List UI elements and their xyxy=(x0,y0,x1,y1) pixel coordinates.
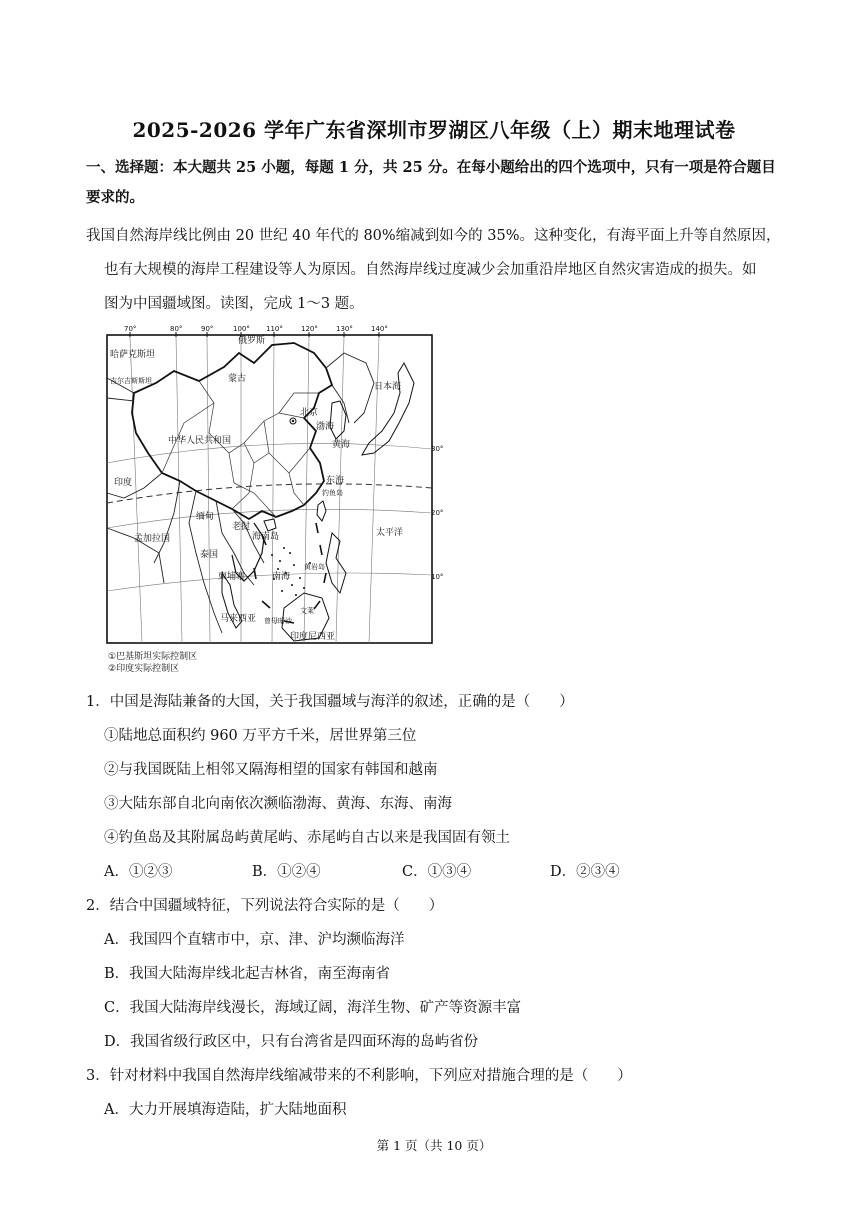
section-heading-line2: 要求的。 xyxy=(86,189,144,206)
label-bohai: 渤海 xyxy=(316,422,335,432)
label-thailand: 泰国 xyxy=(200,550,219,560)
page-footer: 第 1 页（共 10 页） xyxy=(376,1138,492,1153)
lon-label-80: 80° xyxy=(170,325,183,333)
label-south-sea: 南海 xyxy=(272,572,291,582)
q2-option-b: B．我国大陆海岸线北起吉林省，南至海南省 xyxy=(104,966,391,982)
label-east-sea: 东海 xyxy=(326,476,345,486)
q1-options xyxy=(104,860,664,882)
lon-label-140: 140° xyxy=(371,325,388,333)
label-zengmu: 曾母暗沙 xyxy=(264,617,292,625)
label-kazakhstan: 哈萨克斯坦 xyxy=(110,350,156,360)
lon-label-120: 120° xyxy=(301,325,318,333)
lat-label-30: 30° xyxy=(431,445,444,453)
label-bangladesh: 孟加拉国 xyxy=(134,534,171,544)
q1-statement-4: ④钓鱼岛及其附属岛屿黄尾屿、赤尾屿自古以来是我国固有领土 xyxy=(104,830,510,846)
label-laos: 老挝 xyxy=(232,522,251,532)
q1-stem: 1．中国是海陆兼备的大国，关于我国疆域与海洋的叙述，正确的是（ ） xyxy=(86,694,574,710)
china-territory-map xyxy=(104,323,444,675)
lon-label-90: 90° xyxy=(201,325,214,333)
q2-option-d: D．我国省级行政区中，只有台湾省是四面环海的岛屿省份 xyxy=(104,1034,479,1050)
material-line3: 图为中国疆域图。读图，完成 1～3 题。 xyxy=(104,296,364,312)
map-legend-2: ②印度实际控制区 xyxy=(108,664,180,674)
map-legend-1: ①巴基斯坦实际控制区 xyxy=(108,652,198,662)
label-sea-of-japan: 日本海 xyxy=(374,382,402,392)
lon-label-100: 100° xyxy=(233,325,250,333)
label-mongolia: 蒙古 xyxy=(228,374,247,384)
q1-option-d: D．②③④ xyxy=(550,864,620,880)
exam-title: 2025-2026 学年广东省深圳市罗湖区八年级（上）期末地理试卷 xyxy=(132,118,736,142)
label-yellow-sea: 黄海 xyxy=(332,440,351,450)
lon-label-70: 70° xyxy=(124,325,137,333)
q1-option-a: A．①②③ xyxy=(104,864,173,880)
label-huangyan: 黄岩岛 xyxy=(304,563,325,571)
q2-option-c: C．我国大陆海岸线漫长，海域辽阔，海洋生物、矿产等资源丰富 xyxy=(104,1000,522,1016)
material-line2: 也有大规模的海岸工程建设等人为原因。自然海岸线过度减少会加重沿岸地区自然灾害造成的损失。如 xyxy=(104,262,757,278)
q1-option-c: C．①③④ xyxy=(402,864,472,880)
q3-option-a: A．大力开展填海造陆，扩大陆地面积 xyxy=(104,1102,347,1118)
lat-label-10: 10° xyxy=(431,573,444,581)
material-line1: 我国自然海岸线比例由 20 世纪 40 年代的 80%缩减到如今的 35%。这种变化，有海平面上升等自然原因， xyxy=(86,228,781,244)
label-indonesia: 印度尼西亚 xyxy=(290,632,336,642)
q1-statement-1: ①陆地总面积约 960 万平方千米，居世界第三位 xyxy=(104,728,417,744)
map-svg xyxy=(104,323,444,675)
label-malaysia: 马来西亚 xyxy=(220,614,257,624)
beijing-marker xyxy=(290,418,296,424)
label-russia: 俄罗斯 xyxy=(238,336,266,346)
q1-statement-2: ②与我国既陆上相邻又隔海相望的国家有韩国和越南 xyxy=(104,762,438,778)
lon-label-130: 130° xyxy=(336,325,353,333)
section-heading-line1: 一、选择题：本大题共 25 小题，每题 1 分，共 25 分。在每小题给出的四个选项中，只有一项是符合题目 xyxy=(86,159,776,176)
label-hainan: 海南岛 xyxy=(252,532,280,542)
q1-statement-3: ③大陆东部自北向南依次濒临渤海、黄海、东海、南海 xyxy=(104,796,452,812)
label-cambodia: 柬埔寨 xyxy=(218,572,246,582)
label-india: 印度 xyxy=(114,478,133,488)
q3-stem: 3．针对材料中我国自然海岸线缩减带来的不利影响，下列应对措施合理的是（ ） xyxy=(86,1068,632,1084)
label-china: 中华人民共和国 xyxy=(168,436,232,446)
q2-option-a: A．我国四个直辖市中，京、津、沪均濒临海洋 xyxy=(104,932,405,948)
label-kyrgyzstan: 吉尔吉斯斯坦 xyxy=(110,377,152,385)
label-myanmar: 缅甸 xyxy=(196,512,215,522)
q2-stem: 2．结合中国疆域特征，下列说法符合实际的是（ ） xyxy=(86,898,444,914)
label-diaoyu: 钓鱼岛 xyxy=(322,489,343,497)
q1-option-b: B．①②④ xyxy=(252,864,321,880)
label-brunei: 文莱 xyxy=(300,607,314,615)
lat-label-20: 20° xyxy=(431,509,444,517)
lon-label-110: 110° xyxy=(266,325,283,333)
label-pacific: 太平洋 xyxy=(376,528,404,538)
label-beijing: 北京 xyxy=(300,408,319,418)
